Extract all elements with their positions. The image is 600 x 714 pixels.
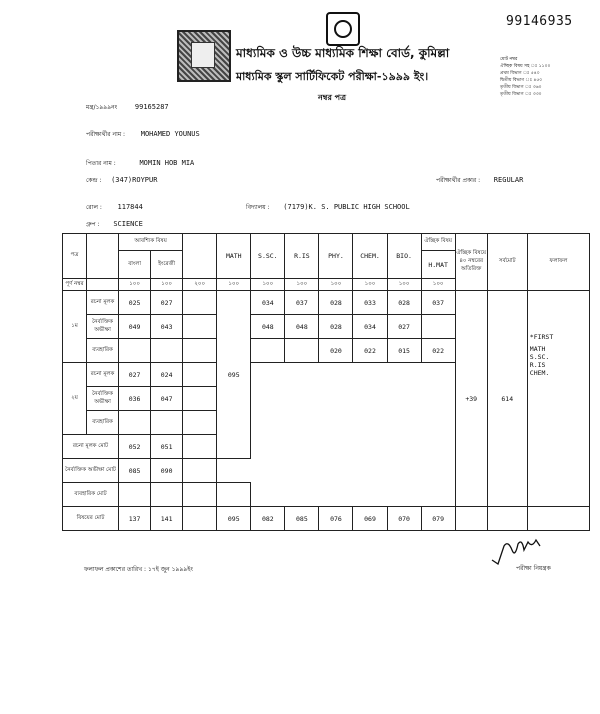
objective-total-label: নৈর্ব্যক্তিক অভীক্ষা মোট — [63, 459, 119, 483]
blank-cell — [183, 363, 217, 387]
total-cell: 141 — [151, 507, 183, 531]
mark-cell: 037 — [421, 291, 455, 315]
compulsory-header: আবশ্যিক বিষয় — [119, 234, 183, 251]
bangla-header: বাংলা — [119, 251, 151, 279]
letter-subjects: MATH S.SC. R.IS CHEM. — [529, 345, 550, 377]
result-value: *FIRST — [529, 333, 554, 341]
full-mark: ২০০ — [183, 279, 217, 291]
creative-total-label: রচনা মূলক মোট — [63, 435, 119, 459]
grand-total: 614 — [487, 291, 527, 507]
publish-date: ফলাফল প্রকাশের তারিখ : ১৭ই জুন ১৯৯৯ইং — [84, 566, 193, 573]
blank-cell — [183, 339, 217, 363]
signature — [488, 536, 548, 566]
paper-2-label: ২য় — [63, 363, 87, 435]
creative-label: রচনা মূলক — [87, 291, 119, 315]
blank-cell — [183, 387, 217, 411]
full-mark: ১০০ — [421, 279, 455, 291]
blank-cell — [119, 483, 151, 507]
full-mark: ১০০ — [251, 279, 285, 291]
objective-label: নৈর্ব্যক্তিক অভীক্ষা — [87, 315, 119, 339]
group-row — [86, 211, 143, 230]
blank-cell — [183, 459, 217, 483]
practical-label: ব্যবহারিক — [87, 339, 119, 363]
serial-number: 99146935 — [506, 14, 573, 29]
school-value: (7179)K. S. PUBLIC HIGH SCHOOL — [283, 203, 410, 211]
type-label: পরীক্ষার্থীর প্রকার : — [436, 177, 481, 184]
blank-cell — [421, 315, 455, 339]
mark-cell: 028 — [319, 291, 353, 315]
blank-cell — [487, 507, 527, 531]
blank-cell — [217, 483, 251, 507]
blank-cell — [183, 315, 217, 339]
full-mark: ১০০ — [319, 279, 353, 291]
father-name: MOMIN HOB MIA — [139, 159, 195, 167]
total-cell: 070 — [387, 507, 421, 531]
legend-line: তৃতীয় বিভাগ ঃ ৩৬০ — [500, 85, 542, 90]
total-cell: 079 — [421, 507, 455, 531]
roll-value: 117844 — [117, 203, 143, 211]
blank-cell — [87, 279, 119, 291]
school-row — [246, 194, 410, 213]
total-cell: 076 — [319, 507, 353, 531]
student-name: MOHAMED YOUNUS — [140, 130, 200, 138]
total-cell: 069 — [353, 507, 387, 531]
mark-cell: 036 — [119, 387, 151, 411]
math-mark: 095 — [217, 291, 251, 459]
mark-cell: 034 — [353, 315, 387, 339]
mark-cell: 047 — [151, 387, 183, 411]
mark-cell: 024 — [151, 363, 183, 387]
full-mark: ১০০ — [119, 279, 151, 291]
practical-total-label: ব্যবহারিক মোট — [63, 483, 119, 507]
name-row — [86, 121, 200, 140]
empty-area — [251, 363, 455, 507]
mark-cell: 022 — [421, 339, 455, 363]
blank-cell — [183, 411, 217, 435]
blank-cell — [183, 507, 217, 531]
mark-cell: 049 — [119, 315, 151, 339]
phy-header: PHY. — [319, 234, 353, 279]
mark-cell: 028 — [319, 315, 353, 339]
mark-cell: 033 — [353, 291, 387, 315]
marks-table — [62, 233, 590, 531]
ris-header: R.IS — [285, 234, 319, 279]
name-label: পরীক্ষার্থীর নাম : — [86, 131, 126, 138]
objective-label: নৈর্ব্যক্তিক অভীক্ষা — [87, 387, 119, 411]
blank-cell — [151, 339, 183, 363]
type-value: REGULAR — [493, 176, 524, 184]
creative-label: রচনা মূলক — [87, 363, 119, 387]
blank-cell — [119, 339, 151, 363]
exam-title: মাধ্যমিক স্কুল সার্টিফিকেট পরীক্ষা-১৯৯৯ ইং। — [236, 70, 429, 83]
mark-cell: 027 — [387, 315, 421, 339]
mark-cell: 090 — [151, 459, 183, 483]
school-label: বিদ্যালয় : — [246, 204, 270, 211]
group-value: SCIENCE — [113, 220, 143, 228]
mark-cell: 027 — [119, 363, 151, 387]
full-mark: ১০০ — [353, 279, 387, 291]
ssc-header: S.SC. — [251, 234, 285, 279]
board-crest — [326, 12, 360, 46]
mark-cell: 051 — [151, 435, 183, 459]
blank-cell — [527, 507, 589, 531]
legend-line: দ্বিতীয় বিভাগ ঃ ৪৫০ — [500, 78, 543, 83]
document-title: নম্বর পত্র — [318, 93, 346, 102]
result-cell — [527, 291, 589, 507]
total-cell: 085 — [285, 507, 319, 531]
result-header: ফলাফল — [527, 234, 589, 291]
blank-cell — [87, 234, 119, 279]
blank-cell — [183, 435, 217, 459]
board-logo — [177, 30, 231, 82]
mark-cell: 085 — [119, 459, 151, 483]
full-mark: ১০০ — [151, 279, 183, 291]
full-mark: ১০০ — [285, 279, 319, 291]
chem-header: CHEM. — [353, 234, 387, 279]
extra-marks: +39 — [455, 291, 487, 507]
blank-cell — [285, 339, 319, 363]
bio-header: BIO. — [387, 234, 421, 279]
optional-header: ঐচ্ছিক বিষয় — [421, 234, 455, 251]
blank-cell — [151, 483, 183, 507]
register-row — [86, 94, 169, 113]
total-cell: 095 — [217, 507, 251, 531]
legend-line: ঐচ্ছিক বিষয় সহ ঃ ১১০০ — [500, 64, 551, 69]
father-label: পিতার নাম : — [86, 160, 116, 167]
mark-cell: 020 — [319, 339, 353, 363]
register-label: মন্ত্র/১৯৯৯নং — [86, 104, 118, 111]
blank-cell — [251, 339, 285, 363]
mark-cell: 022 — [353, 339, 387, 363]
total-cell: 082 — [251, 507, 285, 531]
hmat-header: H.MAT — [421, 251, 455, 279]
mark-cell: 015 — [387, 339, 421, 363]
blank-cell — [151, 411, 183, 435]
mark-cell: 027 — [151, 291, 183, 315]
roll-label: রোল : — [86, 204, 102, 211]
marks-legend — [500, 56, 550, 98]
paper-header: পত্র — [63, 234, 87, 279]
mark-cell: 048 — [251, 315, 285, 339]
paper-1-label: ১ম — [63, 291, 87, 363]
legend-line: প্রথম বিভাগ ঃ ৫৪০ — [500, 71, 540, 76]
mark-cell: 043 — [151, 315, 183, 339]
mark-cell: 025 — [119, 291, 151, 315]
math-header: MATH — [217, 234, 251, 279]
english-header: ইংরেজী — [151, 251, 183, 279]
type-row — [436, 167, 523, 186]
mark-cell: 028 — [387, 291, 421, 315]
subject-total-label: বিষয়ের মোট — [63, 507, 119, 531]
register-number: 99165287 — [134, 103, 169, 111]
blank-cell — [119, 411, 151, 435]
practical-label: ব্যবহারিক — [87, 411, 119, 435]
blank-cell — [183, 234, 217, 279]
full-mark: ১০০ — [217, 279, 251, 291]
total-header: সর্বমোট — [487, 234, 527, 291]
mark-cell: 037 — [285, 291, 319, 315]
center-label: কেন্দ্র : — [86, 177, 102, 184]
blank-cell — [183, 483, 217, 507]
total-cell: 137 — [119, 507, 151, 531]
opt-extra-header: ঐচ্ছিক বিষয়ে ৪০ নম্বরের অতিরিক্ত — [455, 234, 487, 291]
group-label: গ্রুপ : — [86, 221, 100, 228]
full-mark: ১০০ — [387, 279, 421, 291]
blank-cell — [183, 291, 217, 315]
board-title: মাধ্যমিক ও উচ্চ মাধ্যমিক শিক্ষা বোর্ড, কুমিল্লা — [236, 46, 450, 60]
legend-line: মোট নম্বর — [500, 57, 518, 62]
controller-title: পরীক্ষা নিয়ন্ত্রক — [516, 565, 551, 572]
mark-cell: 048 — [285, 315, 319, 339]
full-marks-label: পূর্ণ নম্বর — [63, 279, 87, 291]
mark-cell: 052 — [119, 435, 151, 459]
center-row — [86, 167, 157, 186]
mark-cell: 034 — [251, 291, 285, 315]
blank-cell — [455, 507, 487, 531]
legend-line: তৃতীয় বিভাগ ঃ ৩৩০ — [500, 92, 542, 97]
center-value: (347)ROYPUR — [111, 176, 158, 184]
